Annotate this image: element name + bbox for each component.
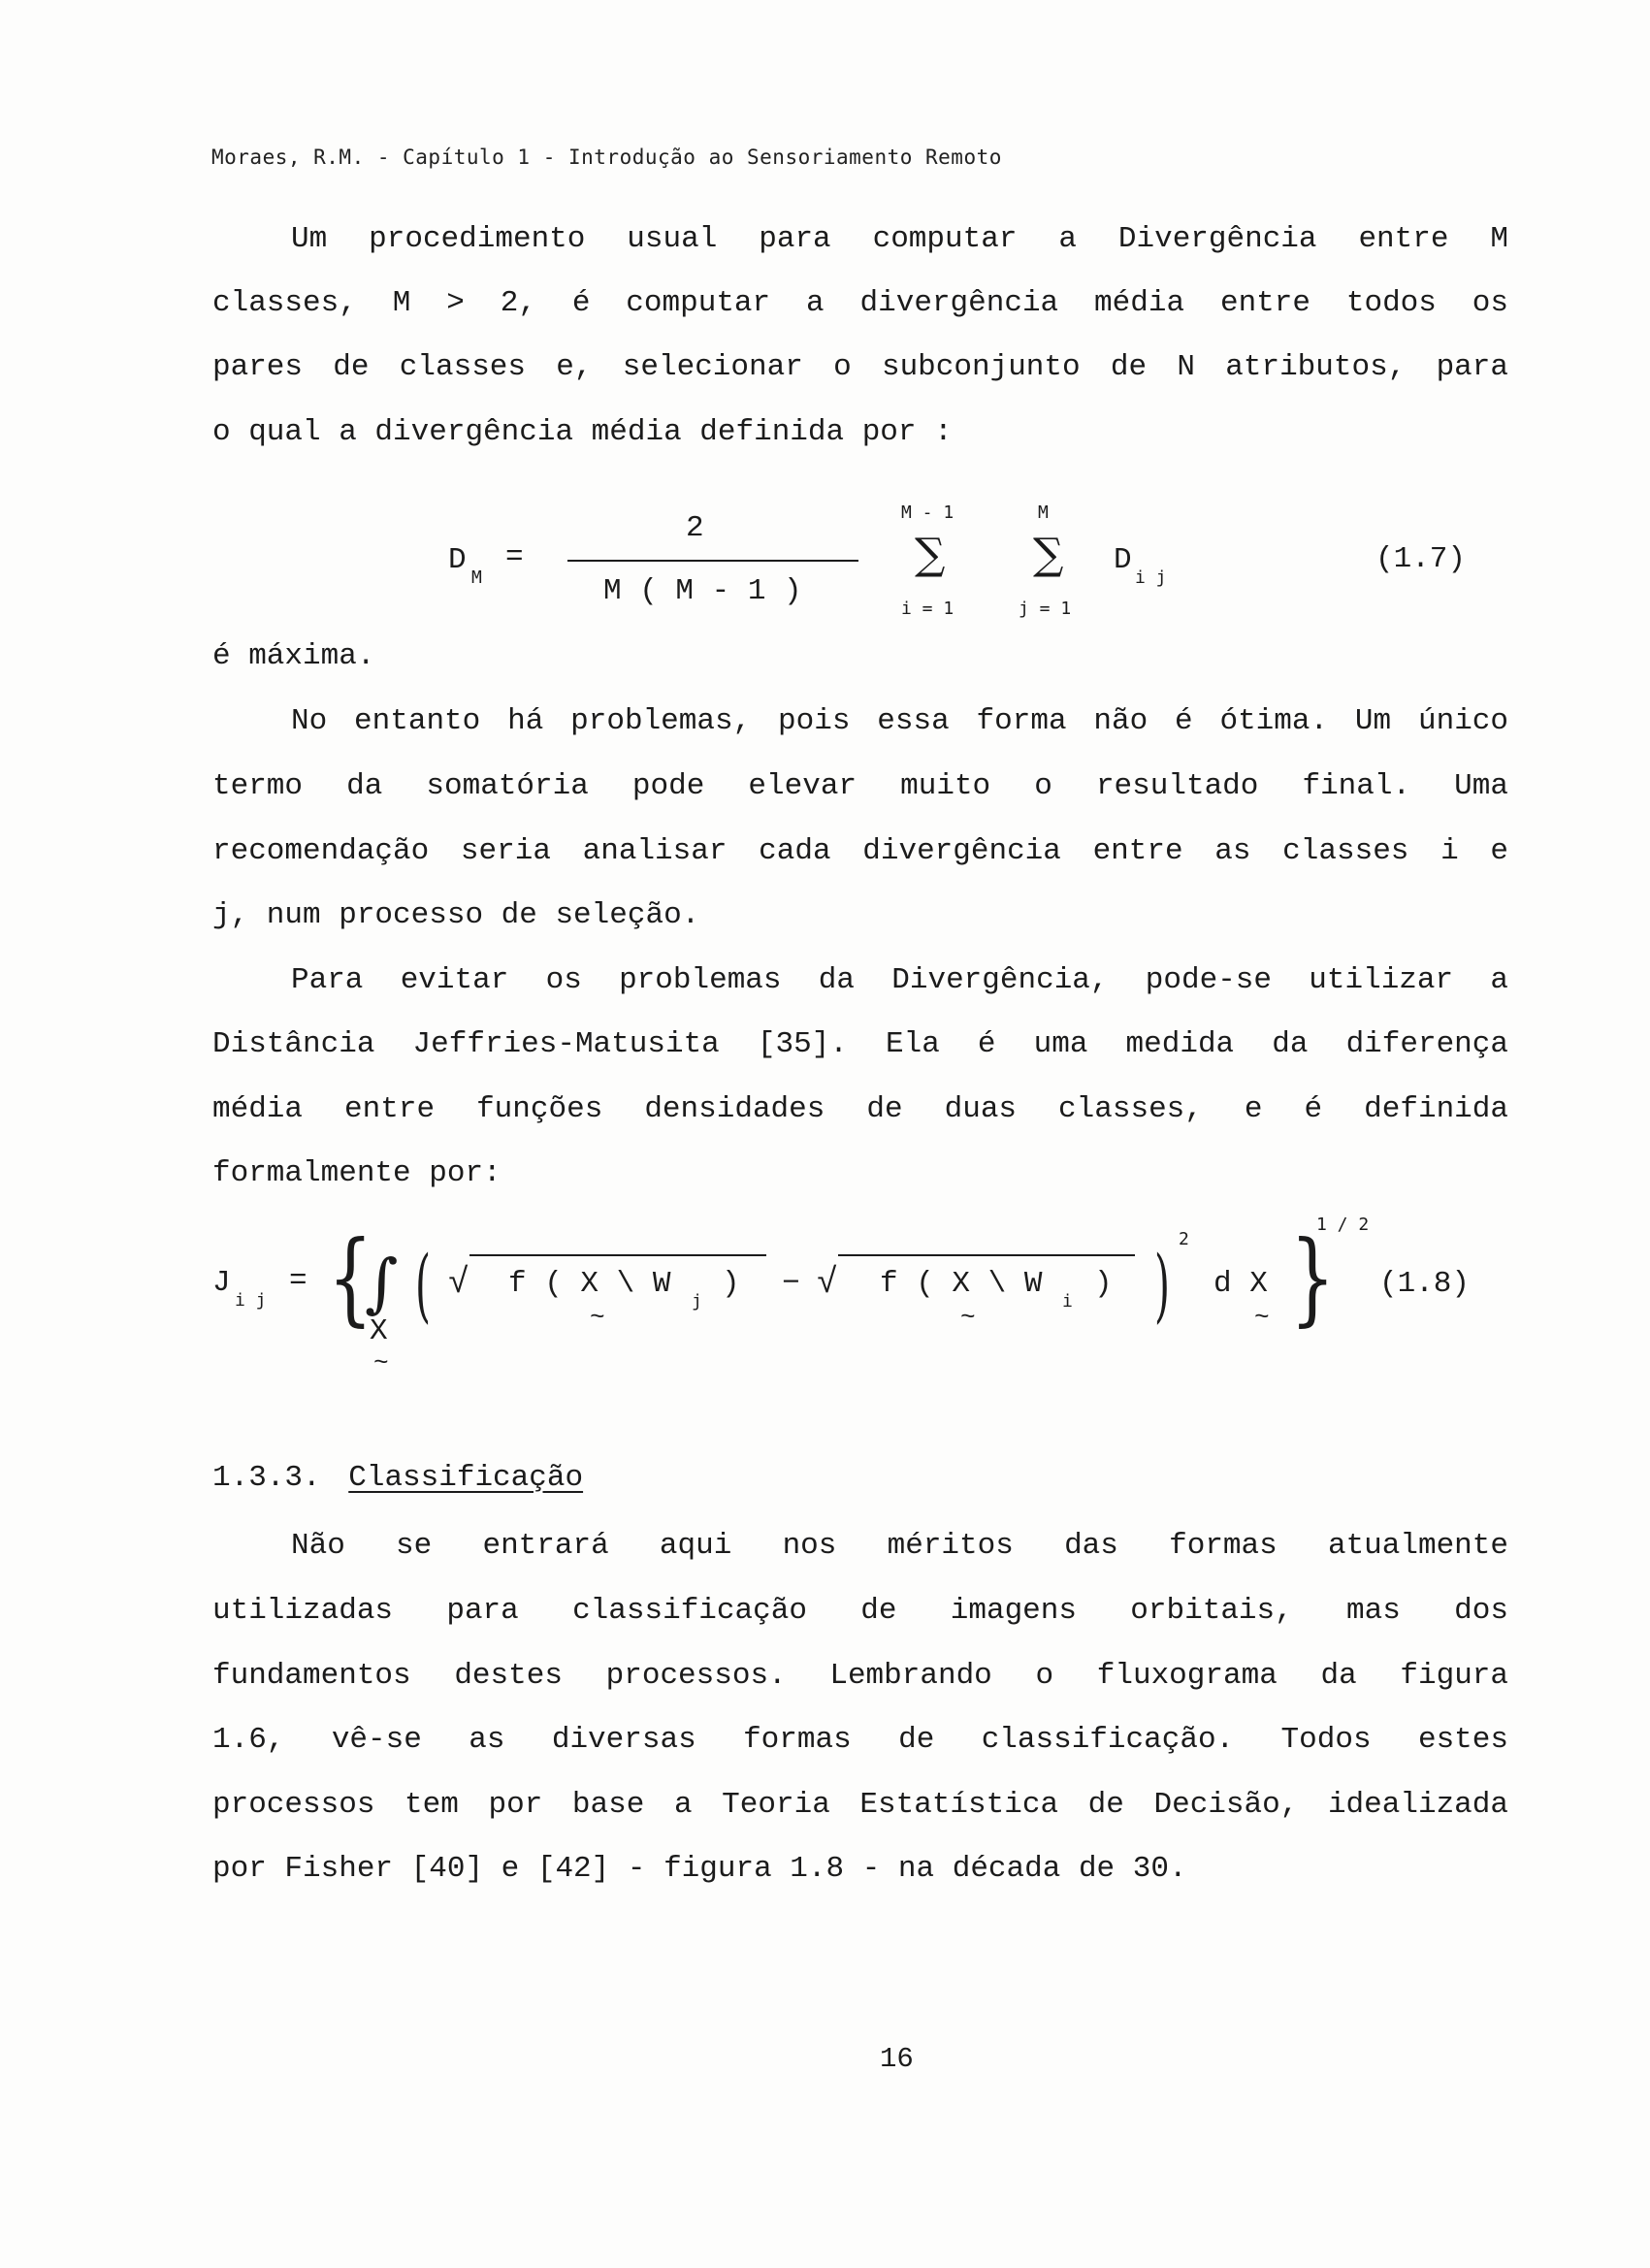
eq17-numerator: 2 — [686, 511, 704, 545]
eq17-sum1-sigma: ∑ — [915, 530, 946, 579]
eq17-equals: = — [505, 540, 524, 574]
paragraph-4-line-6: por Fisher [40] e [42] - figura 1.8 - na década de 30. — [212, 1852, 1187, 1886]
eq18-outer-power: 1 / 2 — [1316, 1215, 1370, 1235]
eq18-f1-close: ) — [722, 1267, 740, 1301]
eq18-lhs-subscript: i j — [235, 1290, 267, 1311]
after-eq17-text: é máxima. — [212, 639, 375, 673]
eq18-f1: f ( X \ W — [508, 1267, 671, 1301]
section-title: Classificação — [348, 1461, 584, 1495]
eq17-denominator: M ( M - 1 ) — [603, 574, 802, 608]
eq18-f1-subscript: j — [692, 1291, 702, 1312]
paragraph-4-line-5: processos tem por base a Teoria Estatística de Decisão, idealizada — [212, 1788, 1508, 1822]
paragraph-4-line-1: Não se entrará aqui nos méritos das formas atualmente — [291, 1529, 1508, 1563]
paragraph-2-line-3: recomendação seria analisar cada divergência entre as classes i e — [212, 834, 1508, 868]
paragraph-2-line-4: j, num processo de seleção. — [212, 898, 700, 932]
eq17-number: (1.7) — [1375, 542, 1467, 576]
eq18-number: (1.8) — [1379, 1267, 1471, 1301]
paragraph-3-line-3: média entre funções densidades de duas classes, e é definida — [212, 1092, 1508, 1126]
eq17-sum2-sigma: ∑ — [1033, 530, 1064, 579]
paragraph-1-line-1: Um procedimento usual para computar a Divergência entre M — [291, 222, 1508, 256]
eq17-term-subscript: i j — [1135, 567, 1167, 588]
page-number: 16 — [880, 2043, 914, 2075]
eq18-equals: = — [289, 1264, 307, 1298]
section-number: 1.3.3. — [212, 1461, 321, 1495]
eq18-close-brace: } — [1290, 1218, 1336, 1337]
eq18-f1-tilde: ~ — [590, 1303, 605, 1332]
eq18-sqrt2-bar — [838, 1254, 1135, 1256]
eq17-sum2-upper: M — [1038, 502, 1049, 523]
eq17-lhs-d: D — [448, 543, 467, 577]
paragraph-4-line-2: utilizadas para classificação de imagens orbitais, mas dos — [212, 1594, 1508, 1628]
paragraph-3-line-2: Distância Jeffries-Matusita [35]. Ela é uma medida da diferença — [212, 1027, 1508, 1061]
eq18-open-paren: ( — [415, 1240, 431, 1332]
paragraph-2-line-2: termo da somatória pode elevar muito o resultado final. Uma — [212, 769, 1508, 803]
paragraph-1-line-4: o qual a divergência média definida por : — [212, 415, 953, 449]
paragraph-4-line-3: fundamentos destes processos. Lembrando o fluxograma da figura — [212, 1659, 1508, 1693]
paragraph-2-line-1: No entanto há problemas, pois essa forma não é ótima. Um único — [291, 704, 1508, 738]
eq18-open-brace: { — [328, 1218, 373, 1337]
paragraph-1-line-2: classes, M > 2, é computar a divergência média entre todos os — [212, 286, 1508, 320]
eq18-lhs-j: J — [212, 1266, 231, 1300]
paragraph-3-line-4: formalmente por: — [212, 1156, 501, 1190]
paragraph-1-line-3: pares de classes e, selecionar o subconjunto de N atributos, para — [212, 350, 1508, 384]
eq17-sum1-upper: M - 1 — [901, 502, 954, 523]
section-heading — [212, 1461, 583, 1495]
eq18-minus: − — [782, 1267, 800, 1301]
paragraph-3-line-1: Para evitar os problemas da Divergência, pode-se utilizar a — [291, 963, 1508, 997]
eq18-power: 2 — [1179, 1229, 1189, 1249]
eq18-f2-close: ) — [1094, 1267, 1113, 1301]
eq17-sum2-lower: j = 1 — [1019, 599, 1072, 619]
eq18-f2-subscript: i — [1062, 1291, 1073, 1312]
eq17-sum1-lower: i = 1 — [901, 599, 954, 619]
eq17-lhs-subscript: M — [471, 567, 482, 588]
eq18-integral: ∫ — [365, 1246, 399, 1320]
eq18-close-paren: ) — [1154, 1240, 1170, 1332]
eq18-dx: d X — [1213, 1267, 1268, 1301]
paragraph-4-line-4: 1.6, vê-se as diversas formas de classificação. Todos estes — [212, 1723, 1508, 1757]
eq18-sqrt1: √ — [448, 1263, 469, 1303]
eq17-fraction-bar — [567, 560, 858, 562]
eq18-f2-tilde: ~ — [960, 1303, 976, 1332]
eq18-dx-tilde: ~ — [1254, 1303, 1270, 1332]
eq18-f2: f ( X \ W — [880, 1267, 1043, 1301]
running-head: Moraes, R.M. - Capítulo 1 - Introdução ao Sensoriamento Remoto — [211, 146, 1002, 169]
eq18-domain-x: X — [370, 1314, 388, 1348]
eq18-domain-tilde: ~ — [373, 1348, 389, 1377]
eq18-sqrt1-bar — [469, 1254, 766, 1256]
eq17-term-d: D — [1114, 543, 1132, 577]
eq18-sqrt2: √ — [817, 1263, 838, 1303]
